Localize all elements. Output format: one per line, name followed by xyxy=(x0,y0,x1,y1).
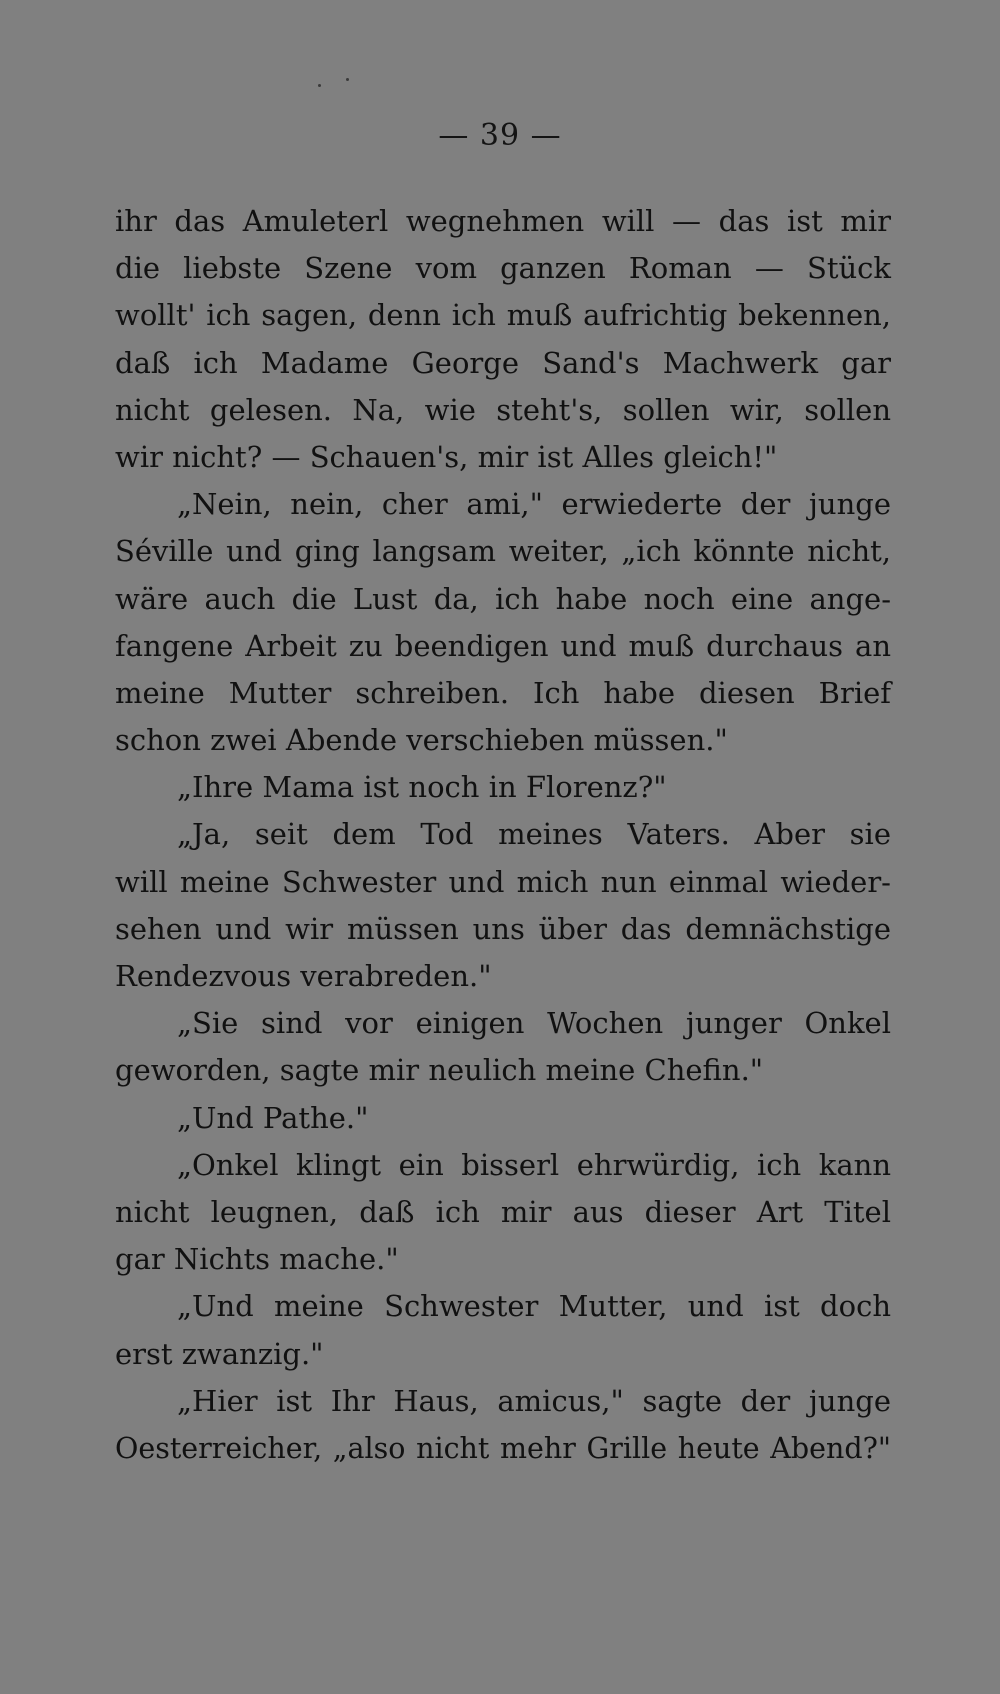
text-line: „Und meine Schwester Mutter, und ist doch xyxy=(177,1289,891,1324)
text-line: „Und Pathe." xyxy=(177,1100,369,1135)
text-line: wollt' ich sagen, denn ich muß aufrichtig bekennen, xyxy=(115,298,891,333)
text-line: wir nicht? — Schauen's, mir ist Alles gleich!" xyxy=(115,439,778,474)
text-line: erst zwanzig." xyxy=(115,1336,324,1371)
print-speck xyxy=(318,84,321,87)
text-line: Oesterreicher, „also nicht mehr Grille heute Abend?" xyxy=(115,1431,891,1465)
text-line: die liebste Szene vom ganzen Roman — Stück xyxy=(115,251,891,286)
text-line: geworden, sagte mir neulich meine Chefin." xyxy=(115,1053,764,1088)
text-line: ihr das Amuleterl wegnehmen will — das ist mir xyxy=(115,204,891,238)
text-line: fangene Arbeit zu beendigen und muß durchaus an xyxy=(115,628,891,663)
text-line: will meine Schwester und mich nun einmal wieder- xyxy=(115,864,891,899)
text-line: „Ja, seit dem Tod meines Vaters. Aber sie xyxy=(177,817,891,852)
text-line: „Nein, nein, cher ami," erwiederte der junge xyxy=(177,487,891,522)
text-line: nicht leugnen, daß ich mir aus dieser Art Titel xyxy=(115,1194,891,1229)
print-speck xyxy=(346,78,349,81)
text-line: Rendezvous verabreden." xyxy=(115,959,492,993)
text-line: „Sie sind vor einigen Wochen junger Onkel xyxy=(177,1006,891,1041)
text-line: wäre auch die Lust da, ich habe noch eine ange- xyxy=(115,581,891,616)
text-line: Séville und ging langsam weiter, „ich könnte nicht, xyxy=(115,534,891,569)
text-line: sehen und wir müssen uns über das demnächstige xyxy=(115,911,891,946)
text-line: „Ihre Mama ist noch in Florenz?" xyxy=(177,770,667,805)
text-line: „Hier ist Ihr Haus, amicus," sagte der junge xyxy=(177,1383,891,1418)
text-line: schon zwei Abende verschieben müssen." xyxy=(115,723,728,758)
text-line: nicht gelesen. Na, wie steht's, sollen wir, sollen xyxy=(115,392,891,427)
text-line: „Onkel klingt ein bisserl ehrwürdig, ich kann xyxy=(177,1147,891,1182)
text-line: gar Nichts mache." xyxy=(115,1242,399,1277)
text-line: meine Mutter schreiben. Ich habe diesen Brief xyxy=(115,675,891,710)
page-number: — 39 — xyxy=(438,118,562,153)
body-text xyxy=(115,198,891,1472)
text-line: daß ich Madame George Sand's Machwerk gar xyxy=(115,345,891,380)
